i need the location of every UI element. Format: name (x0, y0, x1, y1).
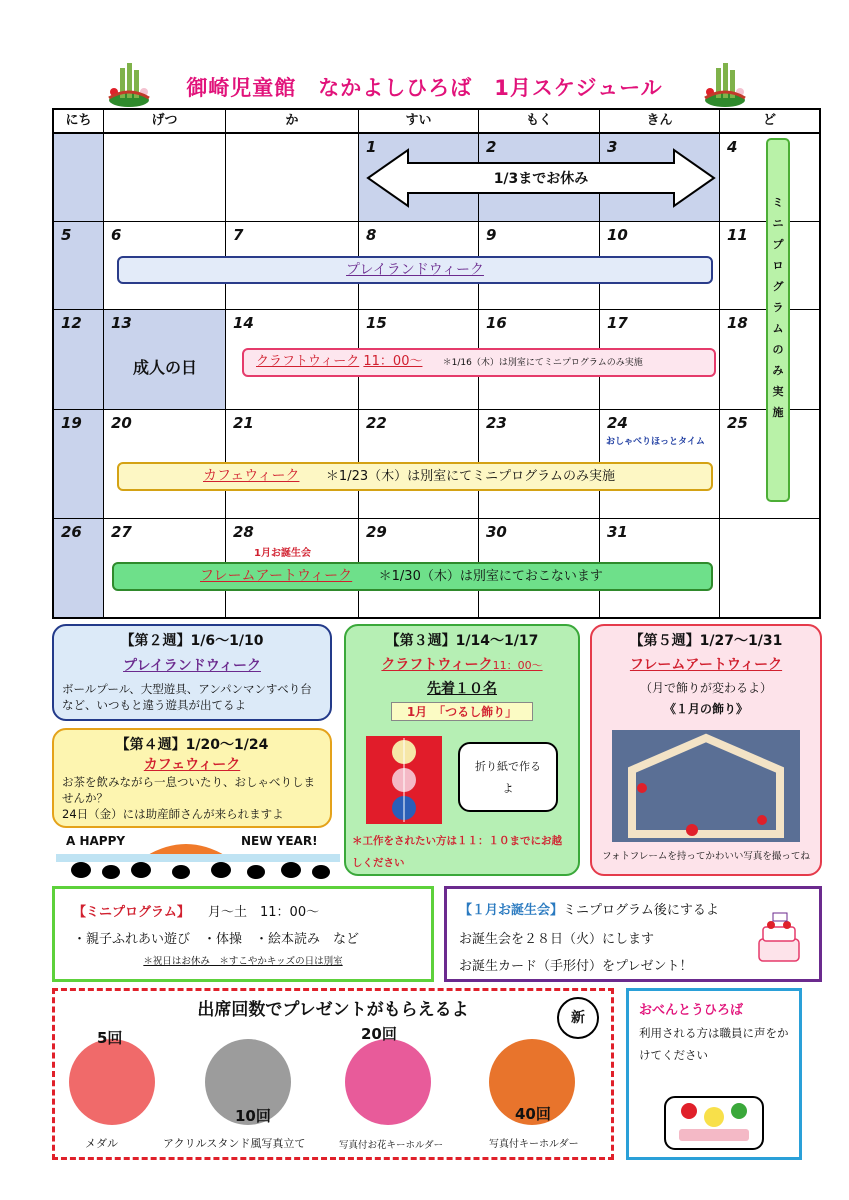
medal-photo (69, 1039, 155, 1125)
holiday-arrow (366, 148, 716, 208)
week3-heading: 【第３週】1/14～1/17 (385, 633, 539, 649)
week3-note: ＊工作をされたい方は１１：１０までにお越しください (352, 835, 562, 869)
bday-line2: お誕生カード（手形付）をプレゼント！ (459, 959, 693, 974)
weekday-wed: すい (359, 110, 479, 134)
weekday-fri: きん (600, 110, 720, 134)
birthday-label: 1月お誕生会 (254, 548, 311, 559)
seijin-label: 成人の日 (132, 358, 197, 377)
day-cell: 1 (359, 134, 479, 222)
day-cell: 28 (226, 519, 359, 617)
day-cell: 7 (226, 222, 359, 310)
day-cell (226, 134, 359, 222)
bday-after: ミニプログラム後にするよ (563, 903, 719, 918)
day-cell: 23 (479, 410, 600, 519)
week2-box (52, 624, 332, 721)
week4-heading: 【第４週】1/20～1/24 (115, 737, 269, 753)
week5-sub: （月で飾りが変わるよ） (639, 681, 772, 695)
day-cell: 5 (54, 222, 104, 310)
weekday-thu: もく (479, 110, 600, 134)
day-cell: 4 (720, 134, 819, 222)
frame-photo (612, 730, 800, 842)
week5-heading: 【第５週】1/27～1/31 (629, 633, 783, 649)
week4-box (52, 728, 332, 828)
flower-keyholder-photo (345, 1039, 431, 1125)
mini-time: 月～土 11：00～ (208, 905, 320, 920)
week3-time: 11：00～ (492, 659, 543, 672)
week5-deco: 《１月の飾り》 (663, 702, 748, 716)
present-name-photo: 写真付キーホルダー (489, 1139, 579, 1150)
present-name-flower: 写真付お花キーホルダー (339, 1140, 444, 1151)
weekday-sat: ど (720, 110, 819, 134)
oshaberi-label: おしゃべりほっとタイム (606, 437, 705, 447)
week4-desc2: 24日（金）には助産師さんが来られますよ (62, 807, 284, 821)
mini-program-vertical: ミニプログラムのみ実施 (766, 138, 790, 502)
day-cell: 17 (600, 310, 720, 410)
week3-name: クラフトウィーク (381, 657, 493, 673)
day-cell: 16 (479, 310, 600, 410)
photo-frame-icon (612, 730, 800, 842)
happy-left: A HAPPY (66, 834, 126, 848)
week2-name: プレイランドウィーク (123, 658, 261, 674)
craft-bar: クラフトウィーク 11：00～ ＊1/16（木）は別室にてミニプログラムのみ実施 (242, 348, 716, 377)
bento-box (626, 988, 802, 1160)
bento-desc: 利用される方は職員に声をかけてください (639, 1026, 789, 1062)
present-heading: 出席回数でプレゼントがもらえるよ (197, 1000, 469, 1020)
week5-box (590, 624, 822, 876)
weekday-sun: にち (54, 110, 104, 134)
day-cell: 25 (720, 410, 819, 519)
day-cell: 9 (479, 222, 600, 310)
holiday-text: 1/3までお休み (493, 171, 589, 187)
day-cell: 3 (600, 134, 720, 222)
week2-heading: 【第２週】1/6～1/10 (120, 633, 264, 649)
day-cell: 22 (359, 410, 479, 519)
mini-program-box (52, 886, 434, 982)
playland-bar: プレイランドウィーク (117, 256, 713, 284)
day-cell: 14 (226, 310, 359, 410)
week3-item: 1月 「つるし飾り」 (391, 702, 533, 721)
mini-note: ＊祝日はお休み ＊すこやかキッズの日は別室 (143, 956, 343, 967)
week3-bubble: 折り紙で作るよ (458, 742, 558, 812)
mini-items: ・親子ふれあい遊び ・体操 ・絵本読み など (73, 932, 360, 947)
week5-name: フレームアートウィーク (629, 657, 783, 673)
calendar (52, 108, 821, 619)
birthday-box (444, 886, 822, 982)
cake-icon (751, 911, 807, 967)
day-cell: 24 (600, 410, 720, 519)
weekday-mon: げつ (104, 110, 226, 134)
day-cell: 29 (359, 519, 479, 617)
cafe-bar: カフェウィーク ＊1/23（木）は別室にてミニプログラムのみ実施 (117, 462, 713, 491)
present-count-5: 5回 (97, 1029, 123, 1047)
day-cell: 10 (600, 222, 720, 310)
day-cell: 18 (720, 310, 819, 410)
bento-heading: おべんとうひろば (639, 1003, 744, 1018)
kadomatsu-right-icon (700, 60, 750, 112)
day-cell: 8 (359, 222, 479, 310)
day-cell: 11 (720, 222, 819, 310)
day-cell: 31 (600, 519, 720, 617)
day-cell (54, 134, 104, 222)
week5-caption: フォトフレームを持ってかわいい写真を撮ってね (602, 851, 810, 862)
happy-right: NEW YEAR! (241, 834, 318, 848)
new-badge: 新 (557, 997, 599, 1039)
present-box (52, 988, 614, 1160)
day-cell: 6 (104, 222, 226, 310)
week2-desc: ボールプール、大型遊具、アンパンマンすべり台など、いつもと違う遊具が出てるよ (62, 682, 312, 712)
present-count-20: 20回 (361, 1025, 397, 1043)
bday-label: 【１月お誕生会】 (459, 903, 564, 918)
day-cell: 19 (54, 410, 104, 519)
present-name-stand: アクリルスタンド風写真立て (163, 1137, 306, 1150)
day-cell: 30 (479, 519, 600, 617)
day-cell (720, 519, 819, 617)
bento-icon (659, 1081, 769, 1153)
day-cell: 20 (104, 410, 226, 519)
day-cell: 2 (479, 134, 600, 222)
present-count-40: 40回 (515, 1105, 551, 1123)
day-cell (104, 134, 226, 222)
week4-name: カフェウィーク (143, 757, 241, 773)
day-cell: 12 (54, 310, 104, 410)
present-count-10: 10回 (235, 1107, 271, 1125)
frame-bar: フレームアートウィーク ＊1/30（木）は別室にておこないます (112, 562, 713, 591)
happy-new-year-banner (56, 832, 340, 884)
day-cell: 13 (104, 310, 226, 410)
mini-label: 【ミニプログラム】 (73, 905, 190, 920)
week4-desc: お茶を飲みながら一息ついたり、おしゃべりしませんか？ (62, 775, 315, 805)
week3-limit: 先着１０名 (427, 681, 497, 697)
weekday-tue: か (226, 110, 359, 134)
ornament-icon (366, 736, 442, 824)
day-cell: 21 (226, 410, 359, 519)
week3-box (344, 624, 580, 876)
day-cell: 15 (359, 310, 479, 410)
day-cell: 27 (104, 519, 226, 617)
tsurushi-photo (366, 736, 442, 824)
present-name-medal: メダル (85, 1137, 118, 1150)
day-cell: 26 (54, 519, 104, 617)
bday-line1: お誕生会を２８日（火）にします (459, 932, 655, 947)
page-title: 御崎児童館 なかよしひろば 1月スケジュール (186, 76, 663, 100)
